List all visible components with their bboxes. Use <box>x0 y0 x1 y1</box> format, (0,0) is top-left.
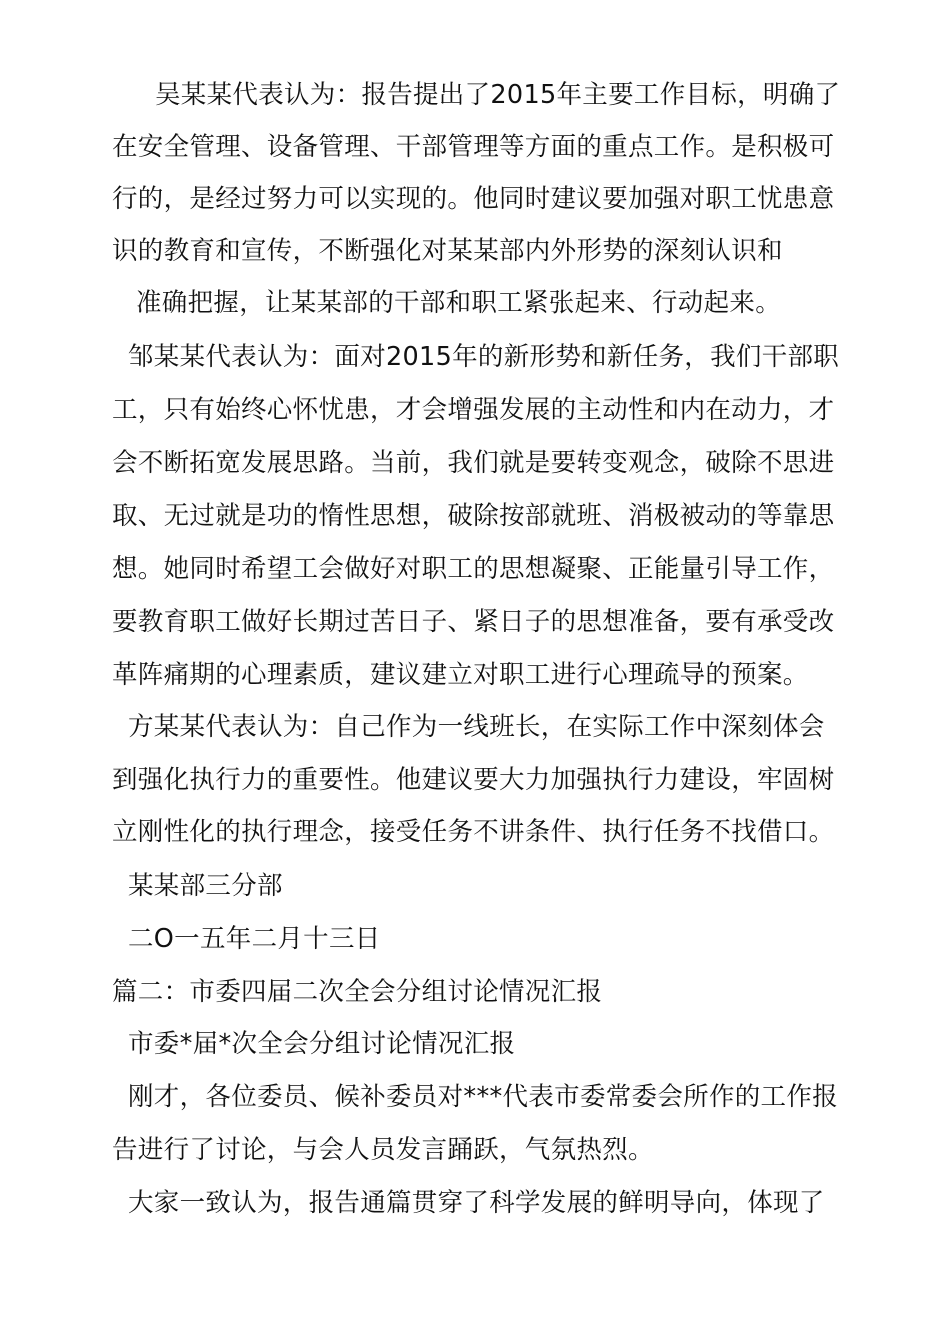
text-line: 识的教育和宣传，不断强化对某某部内外形势的深刻认识和 <box>112 236 783 266</box>
text-line: 在安全管理、设备管理、干部管理等方面的重点工作。是积极可 <box>112 132 835 162</box>
text-line: 行的，是经过努力可以实现的。他同时建议要加强对职工忧患意 <box>112 184 835 214</box>
text-line: 要教育职工做好长期过苦日子、紧日子的思想准备，要有承受改 <box>112 607 835 637</box>
text-line: 大家一致认为，报告通篇贯穿了科学发展的鲜明导向，体现了 <box>128 1188 825 1218</box>
text-line: 立刚性化的执行理念，接受任务不讲条件、执行任务不找借口。 <box>112 817 835 847</box>
text-line: 方某某代表认为：自己作为一线班长，在实际工作中深刻体会 <box>128 712 825 742</box>
text-line: 邹某某代表认为：面对2015年的新形势和新任务，我们干部职 <box>128 342 840 372</box>
text-line: 工，只有始终心怀忧患，才会增强发展的主动性和内在动力，才 <box>112 395 835 425</box>
text-line: 到强化执行力的重要性。他建议要大力加强执行力建设，牢固树 <box>112 765 835 795</box>
text-line: 革阵痛期的心理素质，建议建立对职工进行心理疏导的预案。 <box>112 660 809 690</box>
text-line: 告进行了讨论，与会人员发言踊跃，气氛热烈。 <box>112 1135 654 1165</box>
text-line: 取、无过就是功的惰性思想，破除按部就班、消极被动的等靠思 <box>112 501 835 531</box>
text-line: 会不断拓宽发展思路。当前，我们就是要转变观念，破除不思进 <box>112 448 835 478</box>
text-line: 想。她同时希望工会做好对职工的思想凝聚、正能量引导工作， <box>112 554 835 584</box>
text-line: 准确把握，让某某部的干部和职工紧张起来、行动起来。 <box>136 288 782 318</box>
text-line: 刚才，各位委员、候补委员对***代表市委常委会所作的工作报 <box>128 1082 838 1112</box>
section-heading: 篇二：市委四届二次全会分组讨论情况汇报 <box>112 977 603 1007</box>
signature-department: 某某部三分部 <box>128 871 283 901</box>
text-line: 吴某某代表认为：报告提出了2015年主要工作目标，明确了 <box>155 80 841 110</box>
section-subtitle: 市委*届*次全会分组讨论情况汇报 <box>128 1029 516 1059</box>
signature-date: 二O一五年二月十三日 <box>128 924 381 954</box>
